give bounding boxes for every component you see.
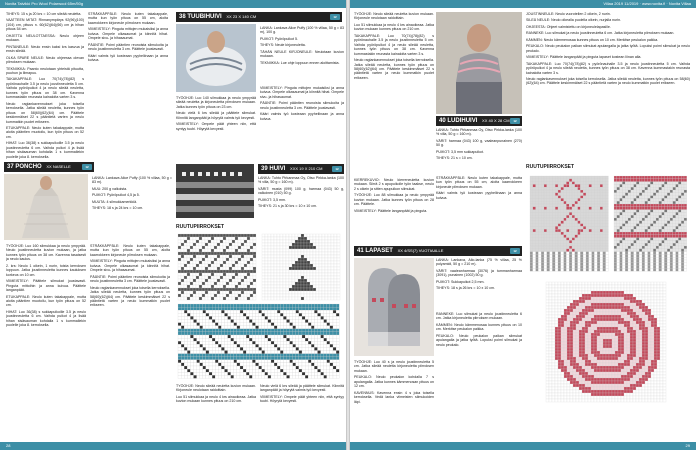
pattern-40-body-2 <box>436 176 522 242</box>
pattern-37-body-2 <box>90 244 170 440</box>
body-paragraph: ETUKAPPALE: Neulo kuten takakappale, mutta aloita pääntien muotoilu, kun työn pituus on 52 cm. <box>6 125 84 139</box>
spec-line: LANKA: Lankava Alice Puffy (100 % villaa, 50 g = 83 m), 100 g. <box>260 26 344 35</box>
pattern-subtitle: XXX 19 X 210 CM <box>290 166 323 171</box>
lapaset-photo <box>354 258 434 356</box>
tuubihuivi-photo <box>176 24 256 92</box>
pattern-40-specs <box>436 128 522 174</box>
body-paragraph: Luo 51 silmukkaa ja neulo 4 krs ainaoikeaa. Jatka kuvion mukaan kunnes pituus on 210 cm. <box>354 22 434 32</box>
page-footer-left <box>0 442 346 450</box>
pattern-tag: 12 <box>510 248 520 254</box>
spec-line: TIHEYS: Neule kirjoneuletta. <box>260 43 306 48</box>
spec-line: OHJETTA NEULOTTAESSA: Neulo ohjeen mukaan. <box>6 33 84 43</box>
body-paragraph: Neulo vielä 6 krs sileää ja päättele silmukat. Kiinnitä langanpäät ja höyrytä valmis työ kevyesti. <box>260 384 344 393</box>
body-paragraph: ETUKAPPALE: Neulo kuten takakappale, mutta aloita pääntien muotoilu, kun työn pituus on 52 cm. <box>6 294 86 308</box>
pattern-39-body <box>176 384 256 438</box>
pattern-subtitle: XX 40 X 28 CM <box>482 118 510 123</box>
pattern-tag: 12 <box>330 14 340 20</box>
spec-line: TIHEYS: 15 s ja 20 krs = 10 cm sileää neuletta. <box>6 12 82 16</box>
body-paragraph: TYÖOHJE: Neulo sileää neuletta kuvion mukaan. Kirjoneule neulotaan raidoittain. <box>354 12 434 21</box>
body-paragraph: Kääri valmis työ kosteaan pyyheliinaan ja anna kuivua. <box>260 112 344 121</box>
spec-line: PUIKOT: Pyöröpuikot 4,5 ja 5. <box>92 193 140 198</box>
spec-line: OHJEESTA: Ohjeet valmistettu on kirjoneulelapasille. <box>526 24 611 29</box>
spec-line: TEKNIIKKA: Paanto neulotaan yhteistä pituutta, puuhun ja liimapuu. <box>6 66 84 75</box>
body-paragraph: Neulo raglankavennukset joka toisella kerroksella. Jatka sileää neuletta, kunnes työn pituus on 58(60)(62)(64) cm. Päättele keskimmäiset 22 s pääntietä varten ja neulo kummatkin puolet erikseen. <box>6 101 84 124</box>
spec-line: TÄHÄN NEULE KIRJONEULE: Neulotaan kuvion mukaan. <box>260 49 344 59</box>
body-paragraph: PÄÄNTIE: Poimi pääntien reunoista silmukoita ja neulo joustinneuletta 3 cm. Päättele joustavasti. <box>260 101 344 110</box>
pattern-tag: 12 <box>510 118 520 124</box>
spec-line: TEKNIIKKA: Lue ohje loppuun ennen aloittamista. <box>260 60 340 65</box>
body-paragraph: VIIMEISTELY: Päättele silmukat joustavasti. Pinguta mittoihin ja anna kuivua. Päättele langanpäät. <box>6 279 86 293</box>
spec-line: VÄRIT: musta (099) 100 g, harmaa (043) 50 g, valkoinen (010) 50 g. <box>258 186 344 196</box>
body-paragraph: KAVENNUS: Kavenna ensin 4 s joka toisella kerroksella. Vedä lanka viimeisten silmukoiden läpi. <box>354 390 434 404</box>
body-paragraph: Neulo raglankavennukset joka toisella kerroksella. Jatka sileää neuletta, kunnes työn pituus on 58(60)(62)(64) cm. Päättele keskimmäiset 22 s pääntietä varten ja neulo kummatkin puolet erikseen. <box>526 76 690 86</box>
body-paragraph: TYÖOHJE: Luo 88 silmukkaa ja neulo ympyrää kuvion mukaan. Jatka kunnes työn pituus on 28 cm. Päättele. <box>354 193 434 207</box>
spec-line: VÄRIT: vaaleanharmaa (3076) ja tummanharmaa (3091), punainen (1002) 50 g. <box>436 268 522 278</box>
body-paragraph: RANNEKE: Luo silmukat ja neulo joustinneuletta 6 cm. Jatka kirjoneuletta piirroksen mukaan. <box>526 31 675 36</box>
pattern-37-specs <box>92 176 172 226</box>
spec-line: TIHEYS: 21 s = 10 cm. <box>436 156 473 161</box>
spec-line: TIHEYS: 18 s ja 26 krs = 10 x 10 cm. <box>436 286 496 291</box>
pattern-41-header <box>354 246 522 256</box>
body-paragraph: TYÖOHJE: Luo 160 silmukkaa ja neulo ympyrää. Neulo joustinneuletta kuvion mukaan, ja jatka kunnes työn pituus on 38 cm. Kavenna tasaisesti ja neulo kaulus. <box>6 244 86 262</box>
body-paragraph: HIHAT: Luo 36(38) s sukkapuikoille 3.5 ja neulo joustinneuletta 6 cm. Vaihda puikot 4 ja lisää hihan sisäsauman kohdalla 1 s kummallekin puolelle joka 8. kerroksella. <box>6 309 86 328</box>
body-paragraph: VIIMEISTELY: Ompele päät yhteen niin, että syntyy tuubi. Höyrytä kevyesti. <box>260 394 344 404</box>
pattern-subtitle: XX NASELLE <box>46 164 71 169</box>
body-paragraph: PEUKALO: Neulo peukalon kohdalla 7 s apulangalla. Jatka kunnes kämmenosan pituus on 12 cm. <box>354 375 434 389</box>
body-paragraph: STRÅKKÄPPÅLE: Neulo kuten takakappale, mutta kun työn pituus on 55 cm, aloita kaarrokkeen kirjoneule piirroksen mukaan. <box>90 244 170 257</box>
body-paragraph: Neulo raglankavennukset joka toisella kerroksella. Jatka sileää neuletta, kunnes työn pituus on 58(60)(62)(64) cm. Päättele keskimmäiset 22 s pääntietä varten ja neulo kummatkin puolet erikseen. <box>90 285 170 308</box>
spec-line: PUIKOT: 3,5 mm sukkapuikot. <box>436 149 484 154</box>
pattern-number: 39 <box>261 166 268 172</box>
body-paragraph: KÄMMEN: Neulo kämmenosaa kunnes pituus on 10 cm. Merkitse peukalon paikka. <box>526 37 659 42</box>
knitting-chart-tuubihuivi <box>176 232 344 382</box>
body-paragraph: TAKAKAPPALE: Luo 70(74)(78)(82) s pyörönauhalle 3.5 ja neulo joustinneuletta 5 cm. Vaihda pyöröpuikot 4 ja neulo sileää neuletta, kunnes työn pituus on 38 cm. Kavenna kummastakin reunasta kainaloita varten 3 s. <box>354 33 434 56</box>
body-paragraph: Neulo raglankavennukset joka toisella kerroksella. Jatka sileää neuletta, kunnes työn pituus on 58(60)(62)(64) cm. Päättele keskimmäiset 22 s pääntietä varten ja neulo kummatkin puolet erikseen. <box>354 58 434 80</box>
spec-line: MUU: 200 g valkoista. <box>92 186 128 191</box>
pattern-tag: 12 <box>332 166 342 172</box>
pattern-38-body <box>176 96 256 162</box>
spec-line: PUIKOT: Sukkapuikot 2,5 mm. <box>436 279 485 284</box>
pattern-41-body <box>354 360 434 438</box>
body-paragraph: VIIMEISTELY: Pinguta mittojen mukaisiksi ja anna kuivua. Ompele olkasaumat ja kiinnitä hihat. Ompele sivu- ja hihasaumat. <box>90 259 170 273</box>
pattern-39-body-2 <box>260 384 344 438</box>
charts-heading-right <box>526 162 690 170</box>
ludihuivi-photo <box>436 12 522 114</box>
pattern-subtitle: XX 4/SS(7) VUOTIAALLE <box>397 248 444 253</box>
page-spine <box>346 0 350 450</box>
pattern-number: 37 <box>7 164 14 170</box>
body-paragraph: TYÖOHJE: Luo 140 silmukkaa ja neulo ympyrää sileää neuletta ja kirjoneuletta piirroksen mukaan. Jatka kunnes työn pituus on 23 cm. <box>176 96 256 109</box>
knitting-chart-lapaset <box>526 172 690 438</box>
body-paragraph: Kääri valmis työ kosteaan pyyheliinaan ja anna kuivua. <box>436 191 522 200</box>
spec-line: LANKA: Lankava Alice Puffy (100 % villaa, 50 g = 83 m). <box>92 176 172 185</box>
spec-line: LANKA: Tuhto Pirkanmaa Oy, Otso Pirkka-lanka (100 % villa, 50 g = 160 m). <box>258 176 344 185</box>
spec-line: TIHEYS: 18 s ja 24 krs = 10 cm. <box>92 206 144 211</box>
body-paragraph: TYÖOHJE: Luo 40 s ja neulo joustinneuletta 5 cm. Jatka sileää neuletta kirjoneuletta piirroksen mukaan. <box>354 360 434 373</box>
pattern-title: HUIVI <box>269 166 286 172</box>
pattern-tag: 12 <box>82 164 92 170</box>
spec-line: SILEÄ NEULE: Neulo oikealla puolella oikein, nurjalla nurin. <box>526 18 622 23</box>
pattern-38-body-2 <box>260 86 344 162</box>
pattern-number: 41 <box>357 248 364 254</box>
charts-title-right: RUUTUPIIRROKSET <box>526 164 575 170</box>
spec-line: PUIKOT: 3,5 mm. <box>258 197 286 202</box>
charts-heading <box>176 222 346 230</box>
spec-line: LANKA: Tuhto Pirkanmaa Oy, Otso Pirkka-lanka (100 % villa, 50 g = 160 m). <box>436 128 522 137</box>
pattern-37-body <box>6 244 86 440</box>
pattern-39-specs <box>258 176 344 222</box>
spec-line: VÄRIT: harmaa (043) 100 g, vaaleanpunainen (270) 50 g. <box>436 138 522 148</box>
pattern-title: LUDIHUIVI <box>447 118 478 124</box>
poncho-photo <box>4 174 88 240</box>
body-paragraph: PEUKALO: Neulo peukalon paikan silmukat apulangalla ja jatka työtä. Lopuksi poimi silmukat ja neulo peukalo. <box>436 333 522 347</box>
pattern-40-body <box>354 178 434 242</box>
pattern-37-header <box>4 162 94 172</box>
page-number-right: 29 <box>685 443 690 448</box>
pattern-number: 40 <box>439 118 446 124</box>
body-paragraph: Neulo vielä 6 krs sileää ja päättele silmukat. Kiinnitä langanpäät ja höyrytä valmis työ kevyesti. <box>176 111 256 120</box>
pattern-39-header <box>258 164 344 174</box>
page-header-left: Novita Talvikki Pro Wool Polarwool 65m/50g <box>0 0 346 8</box>
body-paragraph: VIIMEISTELY: Päättele langanpäät ja pinguta lapaset kostean liinan alla. <box>526 55 642 60</box>
body-paragraph: PEUKALO: Neulo peukalon paikan silmukat apulangalla ja jatka työtä. Lopuksi poimi silmukat ja neulo peukalo. <box>526 44 690 53</box>
pattern-38-specs <box>260 26 344 82</box>
spec-line: OLKA SPARE NEULE: Neulo ohjeessa olevan piirroksen mukaan. <box>6 55 84 65</box>
pattern-38-header <box>176 12 342 22</box>
pattern-number: 38 <box>179 14 186 20</box>
pattern-title: TUUBIHUIVI <box>187 14 222 20</box>
column-2 <box>88 12 168 160</box>
spec-line: PUIKOT: Pyöröpuikot 5. <box>260 36 298 41</box>
page-number-left: 28 <box>6 443 11 448</box>
body-paragraph: KÄMMEN: Neulo kämmenosaa kunnes pituus on 10 cm. Merkitse peukalon paikka. <box>436 322 522 332</box>
page-footer-right <box>350 442 696 450</box>
spec-line: JOUSTINNEULE: Neulo vuorotellen 2 oikein, 2 nurin. <box>526 12 611 16</box>
spec-line: PINTANEULE: Neulo ensin kaksi krs kasvua ja ensin sileää. <box>6 44 84 54</box>
body-paragraph: TYÖOHJE: Neulo sileää neuletta kuvion mukaan. Kirjoneule neulotaan raidoittain. <box>176 384 256 393</box>
pattern-title: PONCHO <box>15 164 42 170</box>
pattern-41-body-2 <box>436 312 522 438</box>
spec-line: TIHEYS: 21 s ja 30 krs = 10 x 10 cm. <box>258 204 318 209</box>
body-paragraph: PÄÄNTIE: Poimi pääntien reunoista silmukoita ja neulo joustinneuletta 3 cm. Päättele joustavasti. <box>88 42 168 52</box>
pattern-41-specs <box>436 258 522 308</box>
charts-title: RUUTUPIIRROKSET <box>176 224 225 230</box>
pattern-subtitle: XX 23 X 140 CM <box>226 14 257 19</box>
spec-line: LANKA: Lankava, Alio-lanka (75 % villaa, 25 % polyamidi, 50 g = 210 m). <box>436 258 522 267</box>
body-paragraph: RANNEKE: Luo silmukat ja neulo joustinneuletta 6 cm. Jatka kirjoneuletta piirroksen mukaan. <box>436 312 522 321</box>
body-paragraph: HIHAT: Luo 36(38) s sukkapuikoille 3.5 ja neulo joustinneuletta 6 cm. Vaihda puikot 4 ja lisää hihan sisäsauman kohdalla 1 s kummallekin puolelle joka 8. kerroksella. <box>6 141 84 159</box>
body-paragraph: VIIMEISTELY: Pinguta mittojen mukaisiksi ja anna kuivua. Ompele olkasaumat ja kiinnitä hihat. Ompele sivu- ja hihasaumat. <box>88 27 168 41</box>
page-header-right: Villaa 2019 11/2019 · www.novita.fi · Novita Villaa <box>350 0 696 8</box>
body-paragraph: STRÅKKÄPPÅLE: Neulo kuten takakappale, mutta kun työn pituus on 55 cm, aloita kaarrokkeen kirjoneule piirroksen mukaan. <box>436 176 522 189</box>
body-paragraph: Kääri valmis työ kosteaan pyyheliinaan ja anna kuivua. <box>88 53 168 63</box>
body-paragraph: VIIMEISTELY: Päättele langanpäät ja pinguta. <box>354 208 428 213</box>
pattern-title: LAPASET <box>365 248 393 254</box>
column-8 <box>526 12 690 162</box>
body-paragraph: VIIMEISTELY: Ompele päät yhteen niin, että syntyy tuubi. Höyrytä kevyesti. <box>176 122 256 131</box>
body-paragraph: TAKAKAPPALE: Luo 70(74)(78)(82) s pyörönauhalle 3.5 ja neulo joustinneuletta 5 cm. Vaihda pyöröpuikot 4 ja neulo sileää neuletta, kunnes työn pituus on 38 cm. Kavenna kummastakin reunasta kainaloita varten 3 s. <box>6 77 84 100</box>
body-paragraph: STRÅKKÄPPÅLE: Neulo kuten takakappale, mutta kun työn pituus on 55 cm, aloita kaarrokkeen kirjoneule piirroksen mukaan. <box>88 12 168 25</box>
column-5 <box>354 12 434 182</box>
body-paragraph: 2. krs: Neulo 1 oikein, 1 nurin, toista kerroksen loppuun. Jatka joustinneuletta kunnes kauluksen korkeus on 10 cm. <box>6 263 86 277</box>
body-paragraph: PÄÄNTIE: Poimi pääntien reunoista silmukoita ja neulo joustinneuletta 3 cm. Päättele joustavasti. <box>90 274 170 284</box>
huivi-photo <box>176 164 254 218</box>
spec-line: MUUTA: 4 silmukkamerkkiä. <box>92 199 138 204</box>
spec-line: VAATTEEN MITAT: Rinnanympärys 92(96)(100)(104) cm, pituus n. 60(62)(64)(66) cm ja hihan pituus 54 cm. <box>6 18 84 32</box>
body-paragraph: Luo 51 silmukkaa ja neulo 4 krs ainaoikeaa. Jatka kuvion mukaan kunnes pituus on 210 cm. <box>176 394 256 404</box>
body-paragraph: VIIMEISTELY: Pinguta mittojen mukaisiksi ja anna kuivua. Ompele olkasaumat ja kiinnitä hihat. Ompele sivu- ja hihasaumat. <box>260 86 344 99</box>
body-paragraph: KIERREKUVIO: Neulo kierreneuletta kuvion mukaan. Siirrä 2 s apupuikolle työn taakse, neulo 2 s oikein ja sitten apupuikon silmukat. <box>354 178 434 191</box>
body-paragraph: TAKAKAPPALE: Luo 70(74)(78)(82) s pyörönauhalle 3.5 ja neulo joustinneuletta 5 cm. Vaihda pyöröpuikot 4 ja neulo sileää neuletta, kunnes työn pituus on 38 cm. Kavenna kummastakin reunasta kainaloita varten 3 s. <box>526 61 690 75</box>
pattern-40-header <box>436 116 522 126</box>
